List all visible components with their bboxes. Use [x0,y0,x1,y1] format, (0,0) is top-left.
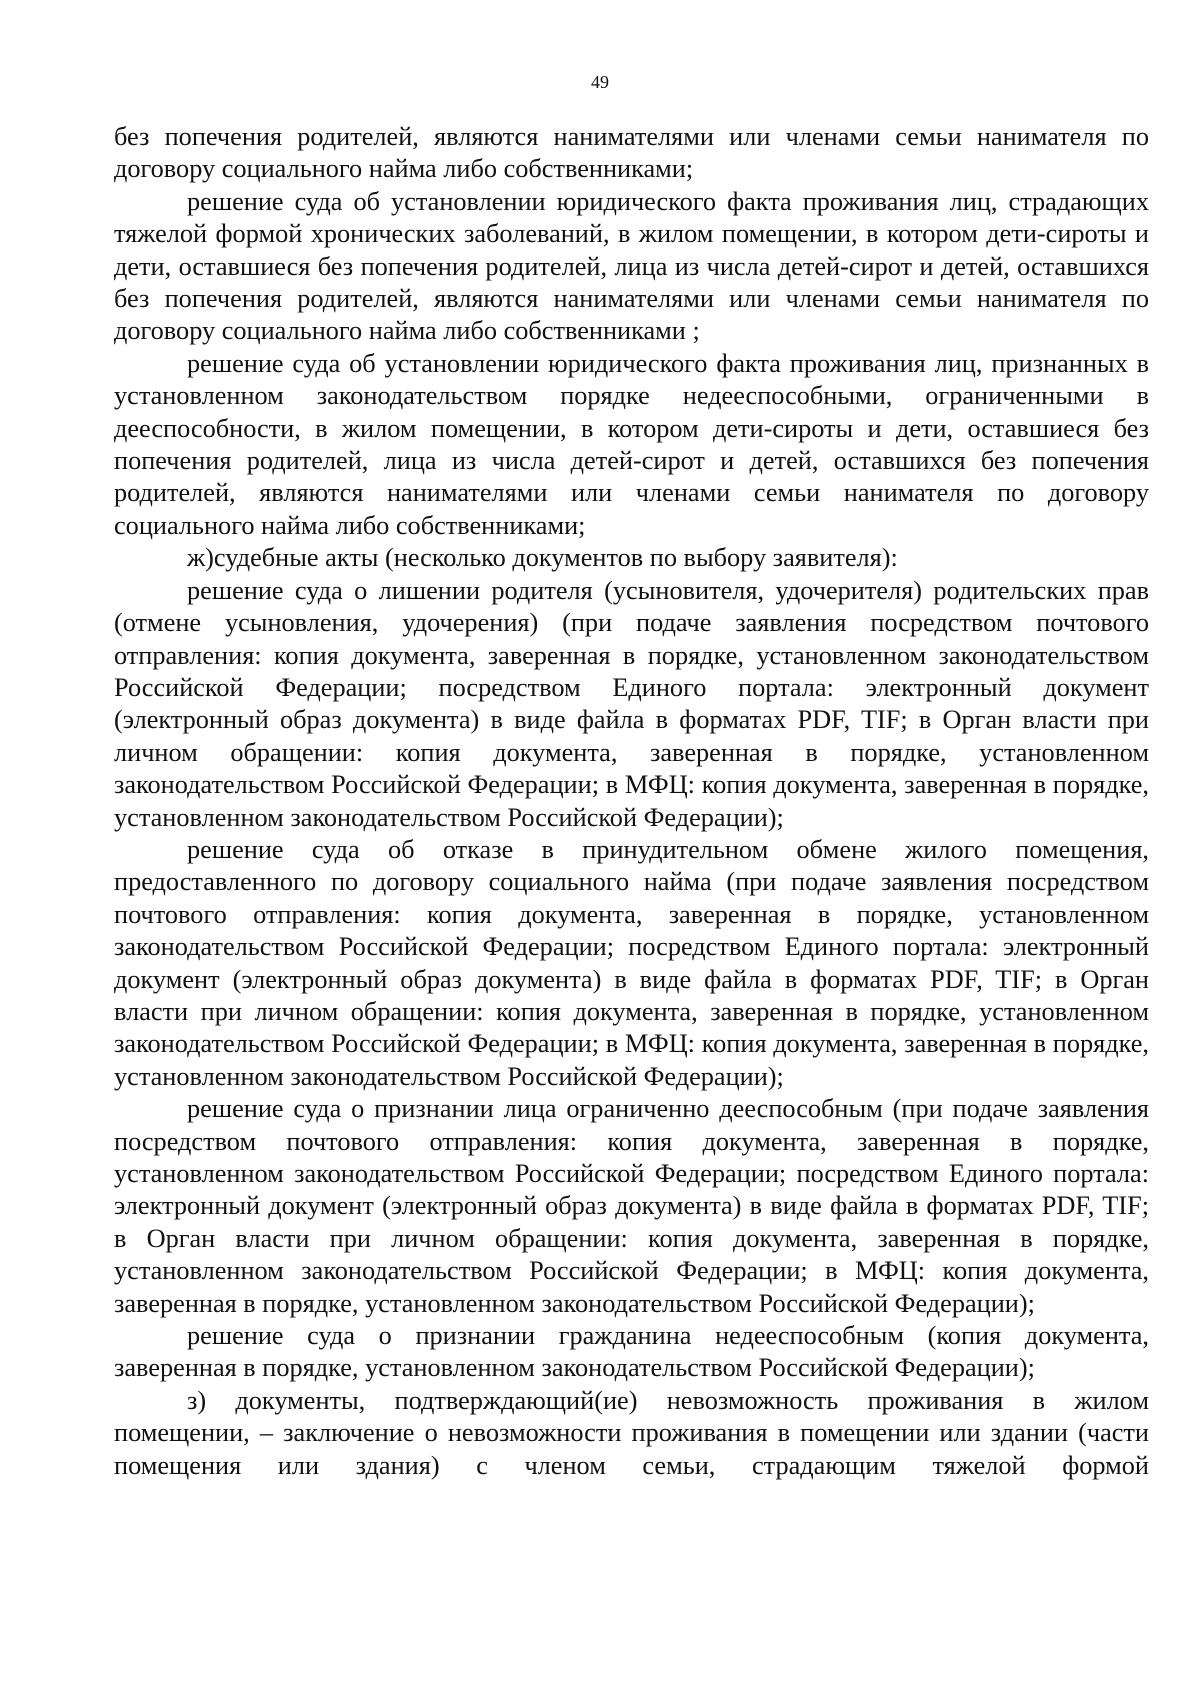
paragraph-incapacity: решение суда о признании гражданина недееспособным (копия документа, заверенная в порядке, установленном законодательством Российской Федерации); [114,1321,1149,1383]
paragraph-court-decision-chronic-illness: решение суда об установлении юридического факта проживания лиц, страдающих тяжелой формой хронических заболеваний, в жилом помещении, в котором дети-сироты и дети, оставшиеся без попечения родителей, лица из числа детей-сирот и детей, оставшихся без попечения родителей, являются нанимателями или членами семьи нанимателя по договору социального найма либо собственниками ; [114,186,1149,346]
paragraph-deprivation-parental-rights: решение суда о лишении родителя (усыновителя, удочерителя) родительских прав (отмене усыновления, удочерения) (при подаче заявления посредством почтового отправления: копия документа, заверенная в порядке, установленном законодательством Российской Федерации; посредством Единого портала: электронный документ (электронный образ документа) в виде файла в форматах PDF, TIF; в Орган власти при личном обращении: копия документа, заверенная в порядке, установленном законодательством Российской Федерации; в МФЦ: копия документа, заверенная в порядке, установленном законодательством Российской Федерации); [114,575,1149,832]
paragraph-continuation: без попечения родителей, являются нанимателями или членами семьи нанимателя по договору социального найма либо собственниками; [114,122,1149,184]
paragraph-item-zh-court-acts: ж)судебные акты (несколько документов по выбору заявителя): [187,543,898,573]
paragraph-court-decision-incapacitated: решение суда об установлении юридического факта проживания лиц, признанных в установленном законодательством порядке недееспособными, ограниченными в дееспособности, в жилом помещении, в котором дети-сироты и дети, оставшиеся без попечения родителей, лица из числа детей-сирот и детей, оставшихся без попечения родителей, являются нанимателями или членами семьи нанимателя по договору социального найма либо собственниками; [114,348,1149,540]
paragraph-item-z-documents: з) документы, подтверждающий(ие) невозможность проживания в жилом помещении, – заключение о невозможности проживания в помещении или здании (части помещения или здания) с членом семьи, страдающим тяжелой формой [114,1385,1149,1480]
paragraph-refusal-forced-exchange: решение суда об отказе в принудительном обмене жилого помещения, предоставленного по договору социального найма (при подаче заявления посредством почтового отправления: копия документа, заверенная в порядке, установленном законодательством Российской Федерации; посредством Единого портала: электронный документ (электронный образ документа) в виде файла в форматах PDF, TIF; в Орган власти при личном обращении: копия документа, заверенная в порядке, установленном законодательством Российской Федерации; в МФЦ: копия документа, заверенная в порядке, установленном законодательством Российской Федерации); [114,834,1149,1091]
page-number: 49 [591,72,609,92]
paragraph-limited-capacity: решение суда о признании лица ограниченно дееспособным (при подаче заявления посредством почтового отправления: копия документа, заверенная в порядке, установленном законодательством Российской Федерации; посредством Единого портала: электронный документ (электронный образ документа) в виде файла в форматах PDF, TIF; в Орган власти при личном обращении: копия документа, заверенная в порядке, установленном законодательством Российской Федерации; в МФЦ: копия документа, заверенная в порядке, установленном законодательством Российской Федерации); [114,1094,1149,1318]
document-body [114,121,1149,1482]
